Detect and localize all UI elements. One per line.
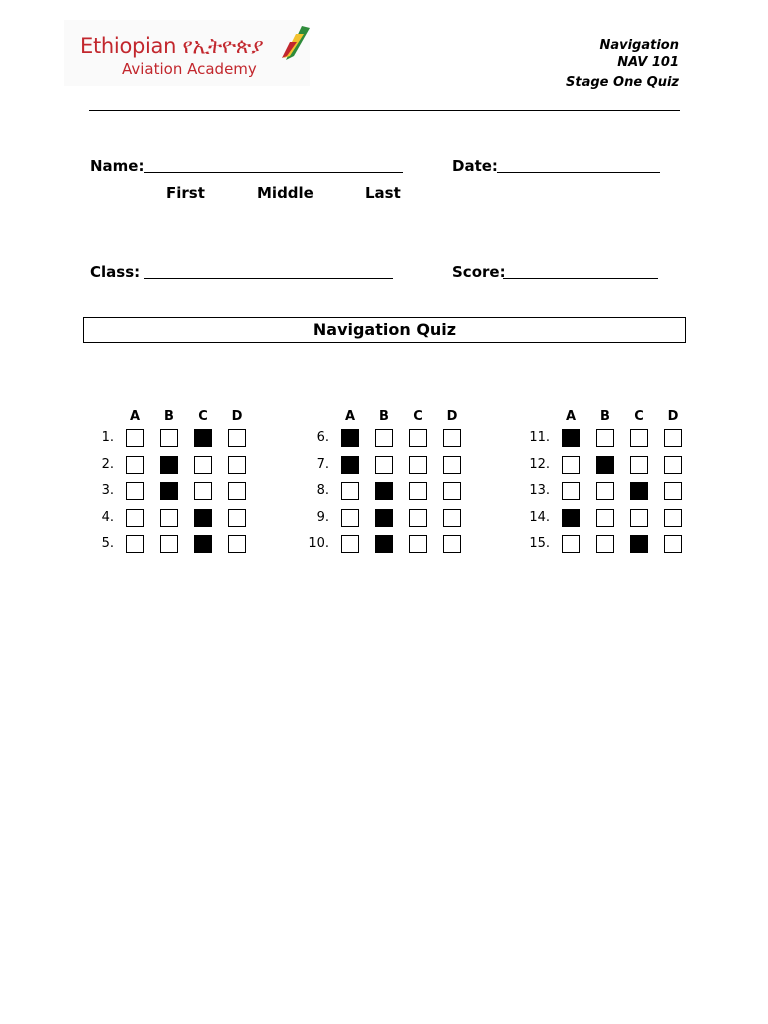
answer-box-14-a[interactable] <box>562 509 580 527</box>
answer-box-13-c[interactable] <box>630 482 648 500</box>
question-number: 7. <box>316 456 329 472</box>
option-header-c: C <box>634 409 644 424</box>
answer-box-7-c[interactable] <box>409 456 427 474</box>
question-number: 14. <box>529 509 550 525</box>
answer-box-1-d[interactable] <box>228 429 246 447</box>
question-number: 12. <box>529 456 550 472</box>
question-number: 8. <box>316 483 329 498</box>
answer-box-14-b[interactable] <box>596 509 614 527</box>
answer-box-10-c[interactable] <box>409 535 427 553</box>
date-label: Date: <box>452 157 498 175</box>
answer-box-3-b[interactable] <box>160 482 178 500</box>
name-field[interactable] <box>144 172 403 173</box>
header-divider <box>89 110 680 111</box>
class-label: Class: <box>90 263 141 281</box>
academy-logo <box>64 20 310 86</box>
answer-box-1-c[interactable] <box>194 429 212 447</box>
question-number: 5. <box>101 536 114 551</box>
first-name-caption: First <box>166 184 205 202</box>
option-header-d: D <box>667 409 679 424</box>
class-field[interactable] <box>144 278 393 279</box>
answer-box-6-c[interactable] <box>409 429 427 447</box>
answer-box-8-a[interactable] <box>341 482 359 500</box>
last-name-caption: Last <box>365 184 401 202</box>
question-number: 15. <box>529 536 550 551</box>
answer-box-10-b[interactable] <box>375 535 393 553</box>
answer-box-2-d[interactable] <box>228 456 246 474</box>
answer-box-5-d[interactable] <box>228 535 246 553</box>
option-header-b: B <box>379 409 389 424</box>
answer-box-2-b[interactable] <box>160 456 178 474</box>
option-header-d: D <box>446 409 458 424</box>
answer-box-2-a[interactable] <box>126 456 144 474</box>
answer-box-13-a[interactable] <box>562 482 580 500</box>
option-header-b: B <box>600 409 610 424</box>
question-number: 1. <box>101 430 114 445</box>
option-header-c: C <box>413 409 423 424</box>
option-header-b: B <box>164 409 174 424</box>
answer-box-15-c[interactable] <box>630 535 648 553</box>
score-label: Score: <box>452 263 506 281</box>
question-number: 2. <box>101 456 114 472</box>
answer-box-3-c[interactable] <box>194 482 212 500</box>
header-subject: Navigation <box>599 38 679 53</box>
answer-box-15-b[interactable] <box>596 535 614 553</box>
question-number: 13. <box>529 483 550 498</box>
logo-academy-text: Aviation Academy <box>122 60 257 78</box>
answer-box-13-b[interactable] <box>596 482 614 500</box>
answer-box-7-a[interactable] <box>341 456 359 474</box>
answer-box-9-c[interactable] <box>409 509 427 527</box>
date-field[interactable] <box>497 172 660 173</box>
answer-box-10-a[interactable] <box>341 535 359 553</box>
answer-box-12-c[interactable] <box>630 456 648 474</box>
quiz-title-box <box>83 317 686 343</box>
answer-box-4-b[interactable] <box>160 509 178 527</box>
answer-box-12-a[interactable] <box>562 456 580 474</box>
question-number: 4. <box>101 509 114 525</box>
answer-box-5-c[interactable] <box>194 535 212 553</box>
question-number: 10. <box>308 536 329 551</box>
option-header-a: A <box>344 409 356 424</box>
answer-box-3-d[interactable] <box>228 482 246 500</box>
answer-box-15-d[interactable] <box>664 535 682 553</box>
option-header-d: D <box>231 409 243 424</box>
logo-ethiopian-text: Ethiopian የኢትዮጵያ <box>80 34 264 58</box>
name-label: Name: <box>90 157 145 175</box>
answer-box-11-a[interactable] <box>562 429 580 447</box>
answer-box-3-a[interactable] <box>126 482 144 500</box>
answer-box-9-a[interactable] <box>341 509 359 527</box>
header-course-code: NAV 101 <box>617 55 679 70</box>
answer-box-14-c[interactable] <box>630 509 648 527</box>
answer-box-8-b[interactable] <box>375 482 393 500</box>
answer-box-11-c[interactable] <box>630 429 648 447</box>
question-number: 11. <box>529 430 550 445</box>
option-header-a: A <box>129 409 141 424</box>
answer-box-11-d[interactable] <box>664 429 682 447</box>
airline-tail-icon <box>280 26 310 60</box>
answer-box-12-d[interactable] <box>664 456 682 474</box>
question-number: 9. <box>316 509 329 525</box>
option-header-c: C <box>198 409 208 424</box>
answer-box-13-d[interactable] <box>664 482 682 500</box>
answer-box-8-c[interactable] <box>409 482 427 500</box>
answer-box-8-d[interactable] <box>443 482 461 500</box>
middle-name-caption: Middle <box>257 184 314 202</box>
answer-box-6-d[interactable] <box>443 429 461 447</box>
option-header-a: A <box>565 409 577 424</box>
answer-box-5-a[interactable] <box>126 535 144 553</box>
answer-box-11-b[interactable] <box>596 429 614 447</box>
answer-box-10-d[interactable] <box>443 535 461 553</box>
answer-box-6-a[interactable] <box>341 429 359 447</box>
answer-box-9-b[interactable] <box>375 509 393 527</box>
answer-box-2-c[interactable] <box>194 456 212 474</box>
header-quiz-name: Stage One Quiz <box>566 75 679 90</box>
answer-box-4-c[interactable] <box>194 509 212 527</box>
answer-box-14-d[interactable] <box>664 509 682 527</box>
question-number: 6. <box>316 430 329 445</box>
answer-box-4-a[interactable] <box>126 509 144 527</box>
answer-box-15-a[interactable] <box>562 535 580 553</box>
answer-box-4-d[interactable] <box>228 509 246 527</box>
quiz-title: Navigation Quiz <box>312 320 457 339</box>
answer-box-9-d[interactable] <box>443 509 461 527</box>
answer-box-7-d[interactable] <box>443 456 461 474</box>
question-number: 3. <box>101 483 114 498</box>
score-field[interactable] <box>503 278 658 279</box>
answer-box-5-b[interactable] <box>160 535 178 553</box>
answer-box-1-b[interactable] <box>160 429 178 447</box>
answer-box-1-a[interactable] <box>126 429 144 447</box>
answer-box-6-b[interactable] <box>375 429 393 447</box>
answer-box-7-b[interactable] <box>375 456 393 474</box>
answer-box-12-b[interactable] <box>596 456 614 474</box>
